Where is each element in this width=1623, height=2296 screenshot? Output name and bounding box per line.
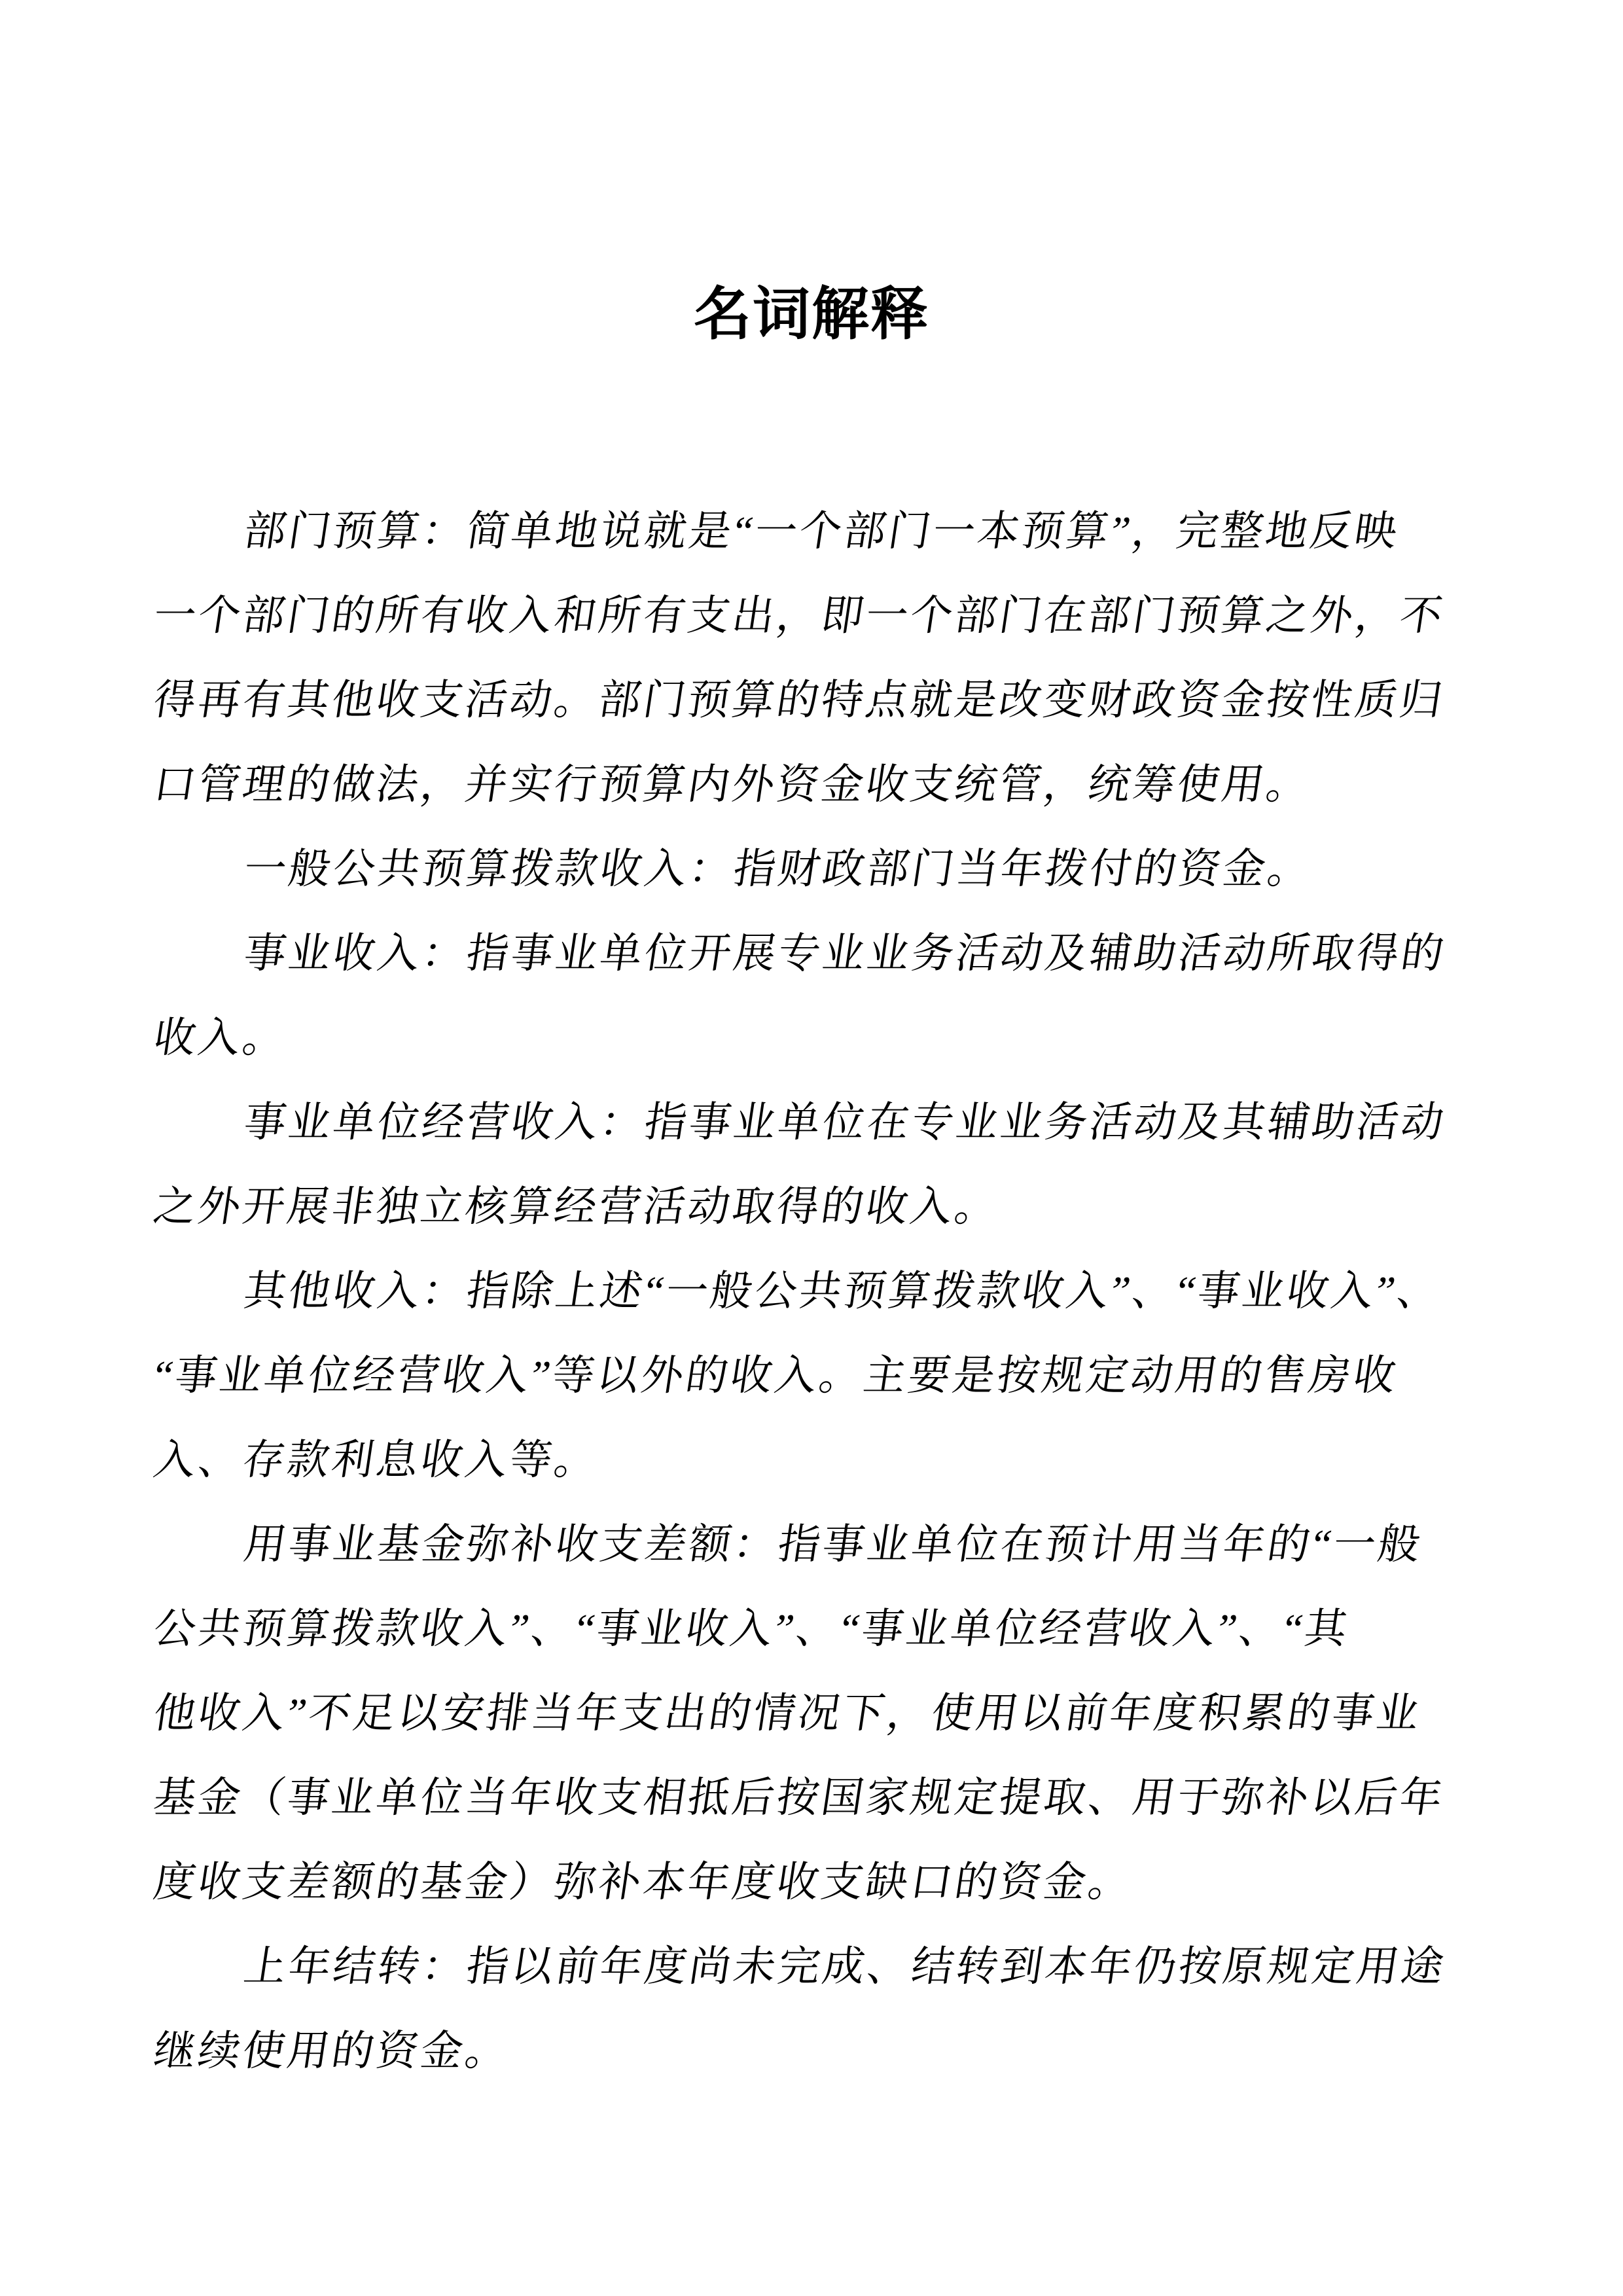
paragraph	[151, 1502, 1499, 1924]
text-line: 他收入”不足以安排当年支出的情况下，使用以前年度积累的事业	[151, 1690, 1425, 1736]
paragraph	[151, 489, 1499, 827]
text-line: 入、存款利息收入等。	[151, 1437, 603, 1483]
text-line: 收入。	[151, 1014, 291, 1061]
text-line: 其他收入：指除上述“一般公共预算拨款收入”、“事业收入”、	[241, 1268, 1446, 1314]
text-line: 基金（事业单位当年收支相抵后按国家规定提取、用于弥补以后年	[151, 1774, 1448, 1821]
text-line: 用事业基金弥补收支差额：指事业单位在预计用当年的“一般	[241, 1521, 1427, 1568]
paragraph	[151, 1249, 1499, 1502]
text-line: 上年结转：指以前年度尚未完成、结转到本年仍按原规定用途	[241, 1943, 1450, 1990]
paragraph	[151, 911, 1499, 1080]
text-line: 一般公共预算拨款收入：指财政部门当年拨付的资金。	[241, 846, 1316, 892]
text-line: 之外开展非独立核算经营活动取得的收入。	[151, 1183, 1003, 1230]
document-body	[151, 489, 1499, 2093]
text-line: 继续使用的资金。	[151, 2028, 514, 2074]
text-line: 口管理的做法，并实行预算内外资金收支统管，统筹使用。	[151, 761, 1315, 808]
page-title: 名词解释	[693, 283, 929, 347]
paragraph	[151, 827, 1499, 911]
paragraph	[151, 1080, 1499, 1249]
text-line: 事业单位经营收入：指事业单位在专业业务活动及其辅助活动	[241, 1099, 1450, 1145]
text-line: “事业单位经营收入”等以外的收入。主要是按规定动用的售房收	[151, 1352, 1402, 1399]
text-line: 事业收入：指事业单位开展专业业务活动及辅助活动所取得的	[241, 930, 1450, 977]
text-line: 公共预算拨款收入”、“事业收入”、“事业单位经营收入”、“其	[151, 1605, 1353, 1652]
text-line: 度收支差额的基金）弥补本年度收支缺口的资金。	[151, 1859, 1137, 1905]
text-line: 一个部门的所有收入和所有支出，即一个部门在部门预算之外，不	[151, 592, 1448, 639]
paragraph	[151, 1924, 1499, 2093]
text-line: 得再有其他收支活动。部门预算的特点就是改变财政资金按性质归	[151, 677, 1448, 723]
text-line: 部门预算：简单地说就是“一个部门一本预算”，完整地反映	[241, 508, 1403, 554]
